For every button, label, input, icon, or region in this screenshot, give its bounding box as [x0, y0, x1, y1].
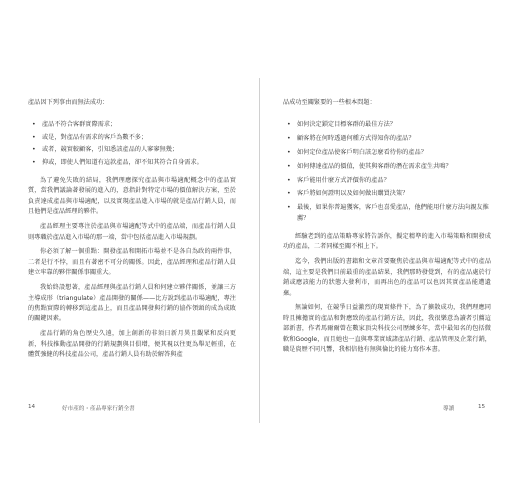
bullet-item: • 如何傳達產品的價值，使其與客群的潛在需求產生共鳴？: [287, 162, 491, 172]
bullet-item: • 客戶將如何證明以及如何做出購買決策？: [287, 189, 491, 199]
bullet-dot-icon: •: [32, 146, 36, 154]
bullet-dot-icon: •: [287, 190, 291, 198]
left-intro: 產品因下列事由而無法成功：: [28, 99, 109, 106]
bullet-dot-icon: •: [287, 135, 291, 143]
bullet-dot-icon: •: [32, 121, 36, 129]
left-page: [28, 98, 236, 365]
bullet-item: • 最後，如果你普遍獲客，客戶也喜愛產品，他們能用什麼方法向親友推薦？: [287, 204, 489, 222]
bullet-item: • 或是，對產品有需求的客戶為數不多；: [32, 133, 236, 143]
bullet-item: • 客戶能用什麼方式評價你的產品？: [287, 176, 491, 186]
bullet-item: • 抑或，即使人們知道有這款產品，卻不知其符合自身需求。: [32, 158, 236, 168]
body-paragraph: 為了避免失敗的結局，我們理應探究產品與市場適配概念中的產品實質，當我們議論著發展的進入的，意指針對特定市場的價值解決方案，至於負責達成產品與市場適配，以及實現產品進入市場的就是產品行銷人員，而且他們是產品經理的夥伴。: [28, 177, 236, 216]
page-gutter: [259, 78, 260, 423]
body-paragraph: 產品行銷的角色歷史久遠，加上創新的非須日新月異且觀眾和反向更新，科技推動產品開發的行銷規劃與目俱增，便其視以往更為舉足輕重，在體質強健的科技產品公司，產品行銷人員有助於解答與產: [28, 330, 236, 359]
bullet-dot-icon: •: [287, 121, 291, 129]
bullet-item: • 產品不符合客群實際需求；: [32, 120, 236, 130]
bullet-dot-icon: •: [287, 162, 291, 170]
bullet-dot-icon: •: [287, 149, 291, 156]
bullet-item: • 顧客將在何時透過何種方式得知你的產品？: [287, 134, 491, 144]
body-paragraph: 產品經理主要專注於產品與市場適配等式中的產品端，而產品行銷人員則專職於產品進入市場的那一端，當中包括產品進入市場規劃。: [28, 223, 236, 241]
left-bullet-list: [28, 120, 236, 168]
body-paragraph: 你必須了解一個重點：開發產品和開拓市場並不是各自為政的兩件事，二者是行不悖，而且有著密不可分的關係。因此，產品經理和產品行銷人員建立牢靠的夥伴關係事關重大。: [28, 248, 236, 277]
right-page: [283, 98, 491, 360]
bullet-dot-icon: •: [287, 176, 291, 184]
body-paragraph: 無論如何，在競爭日益激烈的現實條件下，為了擴散成功，我們理應同時且擁擔實的產品和對應致的產品行銷方法，因此，我很樂意為讀者引薦這部新書，作者馬爾爾曾在數家頂尖科技公司歷練多年，當中最知名的包括微軟和Google，而且她也一直與專業實域諸產品行銷、產品管理及企業行銷，職是資歷不同凡響，我相信他有無與倫比的能力寫作本書。: [283, 304, 491, 354]
bullet-item: • 如何決定鎖定目標客群的最佳方法？: [287, 120, 491, 130]
page-number: 14: [28, 404, 36, 410]
page-number: 15: [478, 404, 486, 410]
body-paragraph: 我始終設想著，產品經理與產品行銷人員和何建立夥伴關係，並讓三方主導成形（triangulate）產品開發的關係——比方說到產品市場適配，專注的焦點實際的轉移到這產品上，而且產品開發與行銷的協作領頭的成為成敗的關鍵因素。: [28, 284, 236, 323]
running-head: 導讀: [443, 406, 455, 412]
right-bullet-list: [283, 120, 491, 224]
right-intro: 品成功至關緊要的一些根本問題：: [283, 99, 376, 106]
bullet-item: • 或者，競實較顧客，引知悉該產品的人寥寥無幾；: [32, 145, 236, 155]
bullet-dot-icon: •: [32, 133, 36, 141]
bullet-item: • 如何定位產品使客戶明白該怎麼看待你的產品？: [287, 148, 491, 158]
body-paragraph: 經驗老到的產品策略專家將告訴你，擬定精準的進入市場策略和開發成功的產品，二者同樣至關不相上下。: [283, 233, 491, 251]
bullet-dot-icon: •: [287, 204, 291, 212]
running-head: 好市產的・產品專家行銷全書: [62, 406, 135, 412]
body-paragraph: 迄今，我們出版的書籍和文章首要聚焦於產品與市場適配等式中的產品端，這主要是我們目前最重的產品結果，我們那時發覺到，有的產品處於行銷或應該能力的狀態大發利市，而再出色的產品可以也因其實產品能遭遺棄。: [283, 258, 491, 297]
bullet-dot-icon: •: [32, 158, 36, 166]
